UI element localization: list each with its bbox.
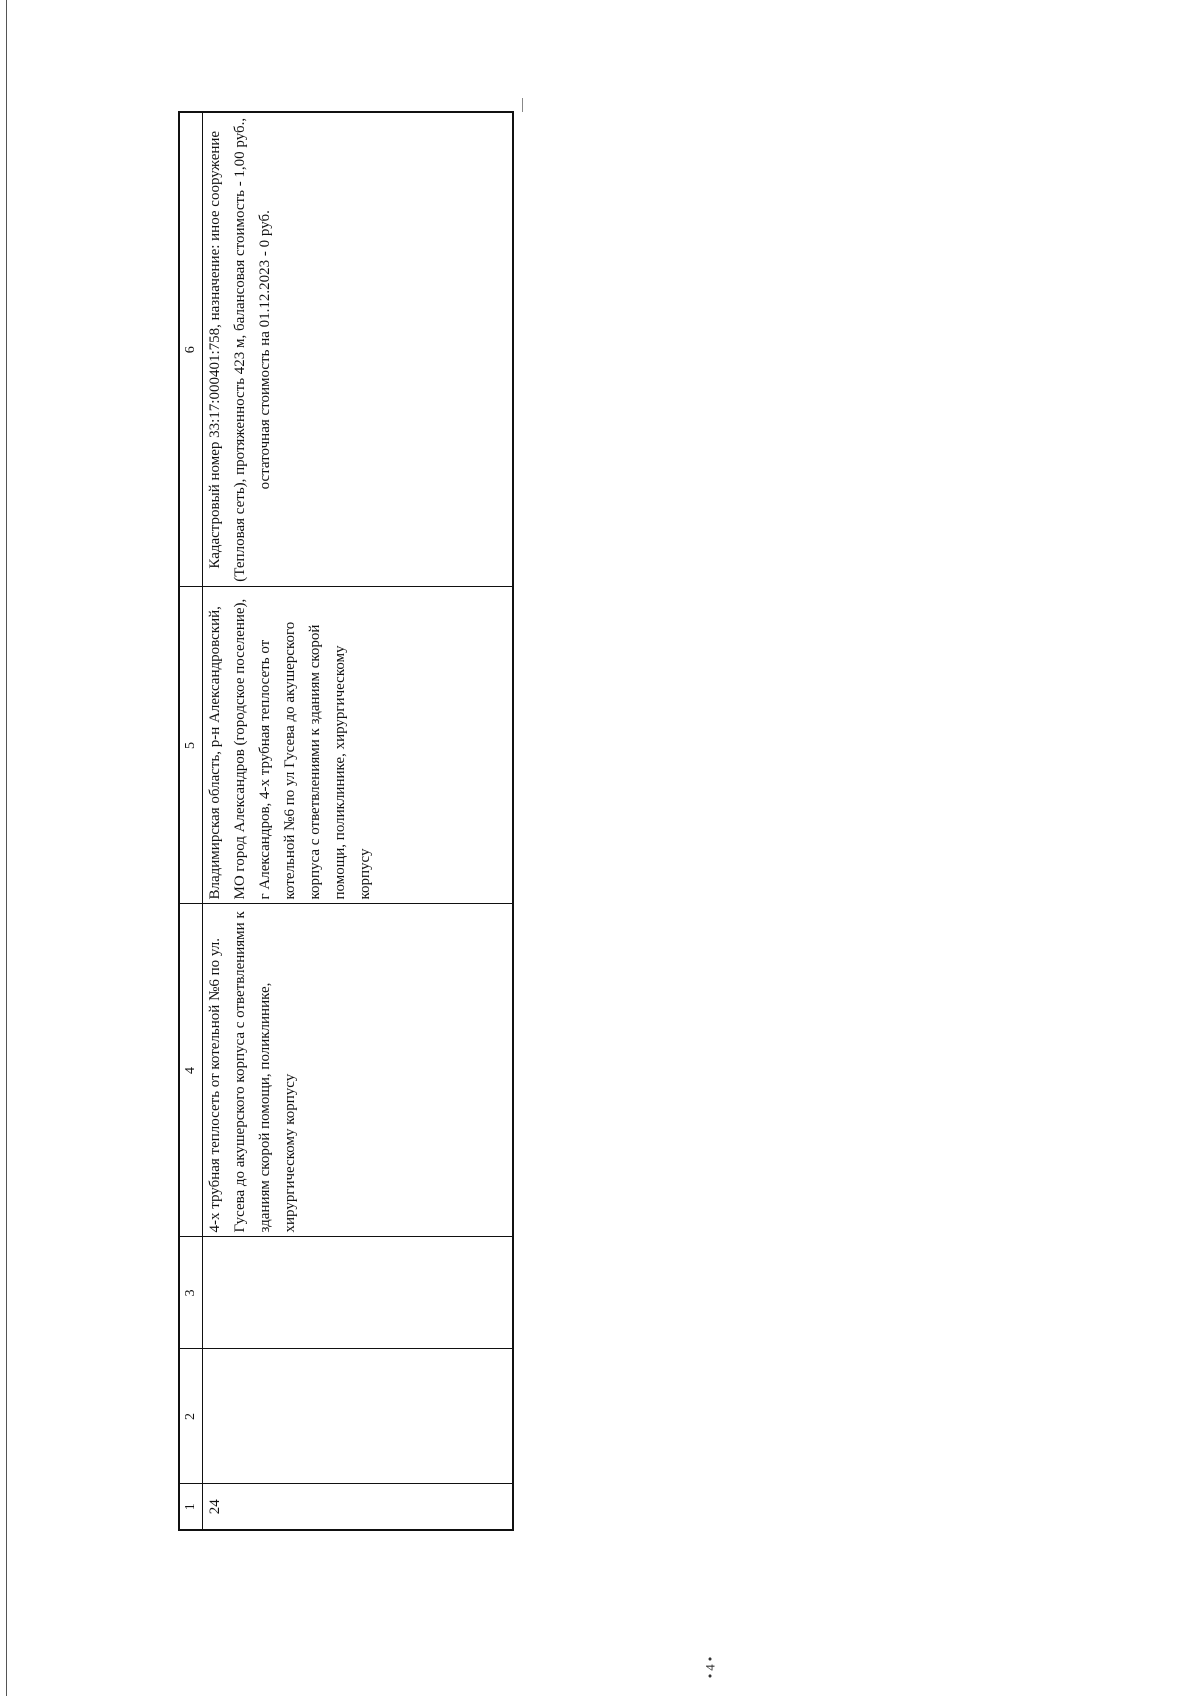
header-col-3: 3: [179, 1237, 203, 1349]
rotated-table-wrapper: [178, 113, 514, 1531]
header-row: [179, 112, 203, 1530]
header-col-6: 6: [179, 112, 203, 587]
header-col-5: 5: [179, 587, 203, 904]
header-col-4: 4: [179, 904, 203, 1237]
col3-cell: [203, 1237, 514, 1349]
col2-cell: [203, 1349, 514, 1484]
property-register-table: [178, 111, 514, 1531]
table-row: [203, 112, 514, 1530]
row-number-cell: 24: [203, 1484, 514, 1530]
scan-tick-mark: [522, 98, 523, 112]
rotated-table-content: [178, 113, 514, 1531]
header-col-2: 2: [179, 1349, 203, 1484]
object-name-cell: 4-х трубная теплосеть от котельной №6 по ул. Гусева до акушерского корпуса с ответвлениями к зданиям скорой помощи, поликлинике, хирургическому корпусу: [203, 904, 514, 1237]
page-footer-mark: •4•: [702, 1653, 718, 1679]
address-cell: Владимирская область, р-н Александровский, МО город Александров (городское поселение), г Александров, 4-х трубная теплосеть от котельной №6 по ул Гусева до акушерского корпуса с ответвлениями к зданиям скорой помощи, поликлинике, хирургическому корпусу: [203, 587, 514, 904]
header-col-1: 1: [179, 1484, 203, 1530]
characteristics-cell: Кадастровый номер 33:17:000401:758, назначение: иное сооружение (Тепловая сеть), протяженность 423 м, балансовая стоимость - 1,00 руб., остаточная стоимость на 01.12.2023 - 0 руб.: [203, 112, 514, 587]
page-left-border: [6, 0, 7, 1696]
